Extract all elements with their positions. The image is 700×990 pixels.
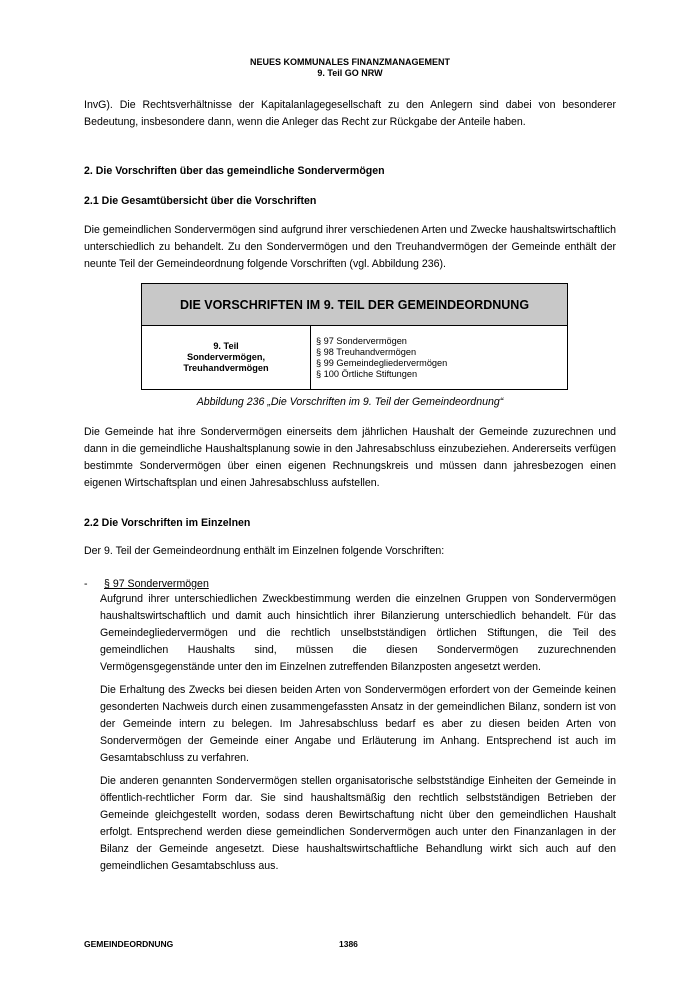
bullet-title-link: § 97 Sondervermögen [104,578,209,590]
table-item: § 97 Sondervermögen [316,335,407,346]
section-2-heading: 2. Die Vorschriften über das gemeindliche Sondervermögen [84,165,385,177]
page-number: 1386 [339,939,358,949]
table-item: § 99 Gemeindegliedervermögen [316,357,448,368]
section-2-2-intro: Der 9. Teil der Gemeindeordnung enthält im Einzelnen folgende Vorschriften: [84,545,445,557]
intro-paragraph: InvG). Die Rechtsverhältnisse der Kapitalanlagegesellschaft zu den Anlegern sind dabei von besonderer Bedeutung, insbesondere dann, wenn die Anleger das Recht zur Rückgabe der Anteile haben. [84,99,616,128]
bullet-dash: - [84,578,88,590]
table-title: DIE VORSCHRIFTEN IM 9. TEIL DER GEMEINDEORDNUNG [142,284,568,326]
regulations-table [141,283,568,390]
table-part-label: 9. Teil [213,341,239,351]
table-item: § 98 Treuhandvermögen [316,346,417,357]
table-items-cell [311,326,568,390]
figure-caption: Abbildung 236 „Die Vorschriften im 9. Teil der Gemeindeordnung“ [196,396,504,408]
footer-title: GEMEINDEORDNUNG [84,939,174,949]
table-part-label: Sondervermögen, [186,352,266,362]
bullet-paragraph-1: Aufgrund ihrer unterschiedlichen Zweckbestimmung werden die einzelnen Gruppen von Sondervermögen haushaltswirtschaftlich und damit auch hinsichtlich ihrer Bilanzierung unterschiedlich behandelt. Für das Gemeindegliedervermögen und die rechtlich unselbstständigen örtlichen Stiftungen, die Teil des gemeindlichen Haushalts sind, müssen die diesen Sondervermögen zuzurechnenden Vermögensgegenstände unter den im Einzelnen zutreffenden Bilanzposten angesetzt werden. [100,593,616,673]
table-item: § 100 Örtliche Stiftungen [316,368,418,379]
page-header [0,57,700,79]
table-part-cell [142,326,311,390]
header-title: NEUES KOMMUNALES FINANZMANAGEMENT [250,57,450,67]
section-2-2-heading: 2.2 Die Vorschriften im Einzelnen [84,517,251,529]
bullet-paragraph-3: Die anderen genannten Sondervermögen stellen organisatorische selbstständige Einheiten der Gemeinde in öffentlich-rechtlicher Form dar. Sie sind haushaltsmäßig den rechtlich selbstständigen Betrieben der Gemeinde gleichgestellt worden, sodass deren Bewirtschaftung nicht über den gemeindlichen Haushalt erfolgt. Entsprechend werden diese gemeindlichen Sondervermögen auch unter den Finanzanlagen in der Bilanz der Gemeinde angesetzt. Diese haushaltswirtschaftliche Behandlung wirkt sich auch auf den gemeindlichen Gesamtabschluss aus. [100,775,616,872]
table-part-label: Treuhandvermögen [183,363,269,373]
section-2-1-paragraph: Die gemeindlichen Sondervermögen sind aufgrund ihrer verschiedenen Arten und Zwecke haushaltswirtschaftlich unterschiedlich zu behandelt. Zu den Sondervermögen und den Treuhandvermögen der Gemeinde enthält der neunte Teil der Gemeindeordnung folgende Vorschriften (vgl. Abbildung 236). [84,224,616,270]
section-2-1-paragraph-2: Die Gemeinde hat ihre Sondervermögen einerseits dem jährlichen Haushalt der Gemeinde zuzurechnen und dann in die gemeindliche Haushaltsplanung sowie in den Jahresabschluss einzubeziehen. Andererseits verfügen bestimmte Sondervermögen über einen eigenen Rechnungskreis und müssen dann jahresbezogen einen eigenen Wirtschaftsplan und einen Jahresabschluss aufstellen. [84,426,616,489]
header-subtitle: 9. Teil GO NRW [317,68,383,78]
section-2-1-heading: 2.1 Die Gesamtübersicht über die Vorschriften [84,195,317,207]
bullet-paragraph-2: Die Erhaltung des Zwecks bei diesen beiden Arten von Sondervermögen erfordert von der Gemeinde keinen gesonderten Nachweis durch einen zusammengefassten Ansatz in der gemeindlichen Bilanz, sondern ist von der Gemeinde intern zu belegen. Im Jahresabschluss bedarf es aber zu diesen beiden Arten von Sondervermögen der Gemeinde einer Angabe und Erläuterung im Anhang. Entsprechend ist auch im Gesamtabschluss zu verfahren. [100,684,616,764]
